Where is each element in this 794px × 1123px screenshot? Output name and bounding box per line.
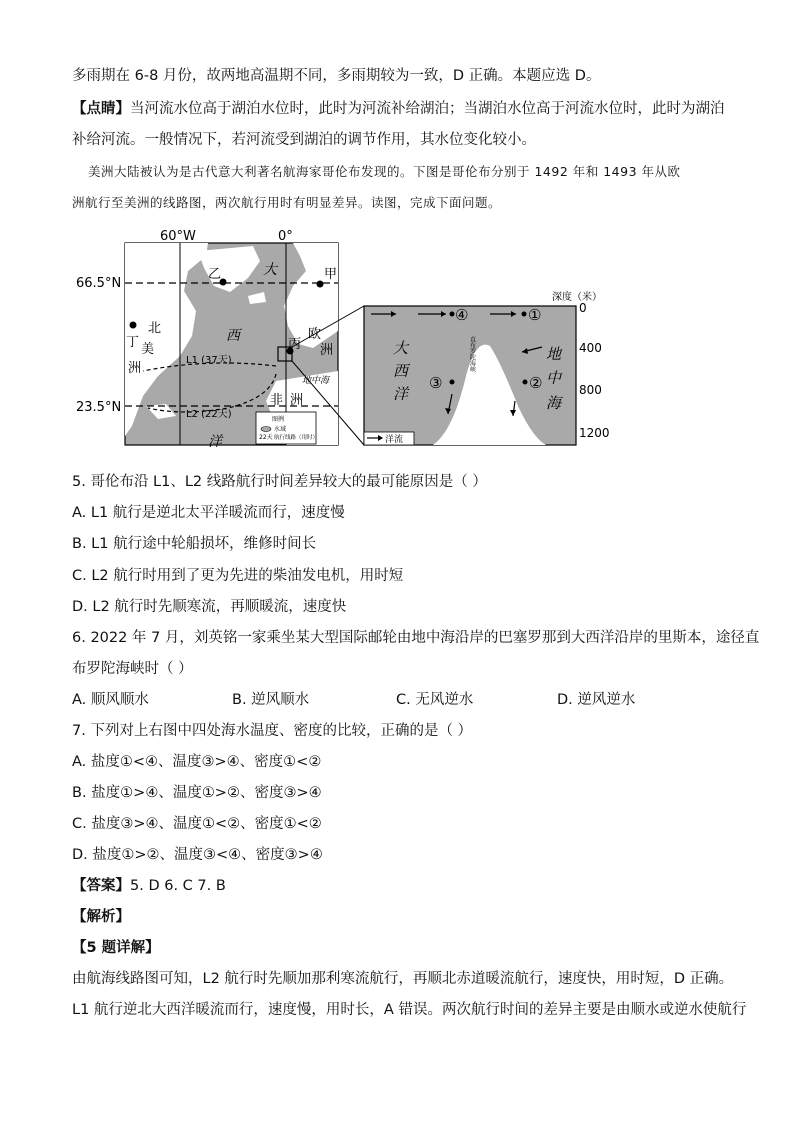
africa-char-1: 非 xyxy=(270,393,284,408)
detail-para-1: 由航海线路图可知，L2 航行时先顺加那利寒流航行，再顺北赤道暖流航行，速度快，用时短，D 正确。 xyxy=(72,971,734,987)
q7-option-c: C. 盐度③>④、温度①<②、密度①<② xyxy=(72,816,322,832)
atlantic-char-1: 大 xyxy=(263,262,277,278)
q7-stem: 7. 下列对上右图中四处海水温度、密度的比较，正确的是（ ） xyxy=(72,723,473,739)
intro-line-2: 洲航行至美洲的线路图，两次航行用时有明显差异。读图，完成下面问题。 xyxy=(72,195,502,210)
na-char-3: 洲 xyxy=(128,361,142,376)
inset-atlantic-3: 洋 xyxy=(393,385,409,403)
atlantic-char-3: 洋 xyxy=(208,434,222,450)
text-line-3: 补给河流。一般情况下，若河流受到湖泊的调节作用，其水位变化较小。 xyxy=(72,132,536,148)
legend-days: 22天 xyxy=(259,434,273,441)
inset-med-1: 地 xyxy=(546,345,562,363)
q6-option-c: C. 无风逆水 xyxy=(396,692,474,708)
med-label: 地中海 xyxy=(302,376,330,386)
text-line-1: 多雨期在 6-8 月份，故两地高温期不同，多雨期较为一致，D 正确。本题应选 D。 xyxy=(72,68,601,84)
inset-atlantic-1: 大 xyxy=(393,339,409,357)
place-bing-label: 丙 xyxy=(288,337,302,352)
point-1-label: ① xyxy=(528,306,542,324)
point-3-label: ③ xyxy=(429,374,443,392)
place-yi-label: 乙 xyxy=(208,267,222,282)
europe-char-1: 欧 xyxy=(308,327,322,342)
atlantic-char-2: 西 xyxy=(226,328,240,344)
na-char-1: 北 xyxy=(148,321,162,336)
q6-stem-1: 6. 2022 年 7 月，刘英铭一家乘坐某大型国际邮轮由地中海沿岸的巴塞罗那到大西洋沿岸的里斯本，途径直 xyxy=(72,630,760,646)
point-2-label: ② xyxy=(529,374,543,392)
depth-title: 深度（米） xyxy=(552,292,602,303)
q6-option-d: D. 逆风逆水 xyxy=(557,692,636,708)
route-l2-label: L2 (22天) xyxy=(186,409,232,420)
lat-66-label: 66.5°N xyxy=(76,276,122,291)
strait-label: 直布罗陀海峡 xyxy=(468,336,476,372)
analysis-label: 【解析】 xyxy=(72,909,130,925)
na-char-2: 美 xyxy=(141,342,155,357)
q7-option-b: B. 盐度①>④、温度①>②、密度③>④ xyxy=(72,785,322,801)
legend-route: 航行线路（用时） xyxy=(274,435,319,441)
intro-line-1: 美洲大陆被认为是古代意大利著名航海家哥伦布发现的。下图是哥伦布分别于 1492 年和 1493 年从欧 xyxy=(88,164,681,179)
q5-stem: 5. 哥伦布沿 L1、L2 线路航行时间差异较大的最可能原因是（ ） xyxy=(72,474,487,490)
inset-atlantic-2: 西 xyxy=(393,362,409,380)
tip-line xyxy=(72,99,725,119)
route-l1-label: L1 (37天) xyxy=(186,355,232,366)
q5-option-b: B. L1 航行途中轮船损坏，维修时间长 xyxy=(72,536,317,552)
q6-stem-2: 布罗陀海峡时（ ） xyxy=(72,661,193,677)
tip-label: 【点睛】 xyxy=(72,101,130,117)
legend-title: 图例 xyxy=(272,416,285,423)
answer-text: 5. D 6. C 7. B xyxy=(130,878,226,894)
q5-option-a: A. L1 航行是逆北太平洋暖流而行，速度慢 xyxy=(72,505,345,521)
depth-tick-0: 0 xyxy=(579,301,587,315)
answer-line xyxy=(72,876,226,896)
q5-option-c: C. L2 航行时用到了更为先进的柴油发电机，用时短 xyxy=(72,568,404,584)
lon-60w-label: 60°W xyxy=(160,229,196,244)
q7-option-a: A. 盐度①<④、温度③>④、密度①<② xyxy=(72,754,322,770)
q7-option-d: D. 盐度①>②、温度③<④、密度③>④ xyxy=(72,847,323,863)
tip-text: 当河流水位高于湖泊水位时，此时为河流补给湖泊；当湖泊水位高于河流水位时，此时为湖泊 xyxy=(130,101,725,117)
europe-char-2: 洲 xyxy=(320,343,334,358)
depth-tick-800: 800 xyxy=(579,383,602,397)
q5-option-d: D. L2 航行时先顺寒流，再顺暖流，速度快 xyxy=(72,599,347,615)
q6-option-a: A. 顺风顺水 xyxy=(72,692,149,708)
place-ding-label: 丁 xyxy=(126,335,140,350)
detail-title: 【5 题详解】 xyxy=(72,940,160,956)
point-4-label: ④ xyxy=(455,306,469,324)
africa-char-2: 洲 xyxy=(290,393,304,408)
detail-para-2: L1 航行逆北大西洋暖流而行，速度慢，用时长，A 错误。两次航行时间的差异主要是由顺水或逆水使航行 xyxy=(72,1002,747,1018)
legend-water: 水域 xyxy=(274,426,287,433)
inset-med-2: 中 xyxy=(546,369,562,387)
depth-tick-1200: 1200 xyxy=(579,426,610,440)
inset-med-3: 海 xyxy=(546,394,562,412)
current-label: 洋流 xyxy=(385,435,404,445)
place-jia-label: 甲 xyxy=(324,267,338,282)
q6-option-b: B. 逆风顺水 xyxy=(232,692,310,708)
depth-tick-400: 400 xyxy=(579,341,602,355)
answer-label: 【答案】 xyxy=(72,878,130,894)
route-map-figure xyxy=(76,226,610,456)
lon-0-label: 0° xyxy=(278,229,293,244)
lat-23-label: 23.5°N xyxy=(76,400,122,415)
